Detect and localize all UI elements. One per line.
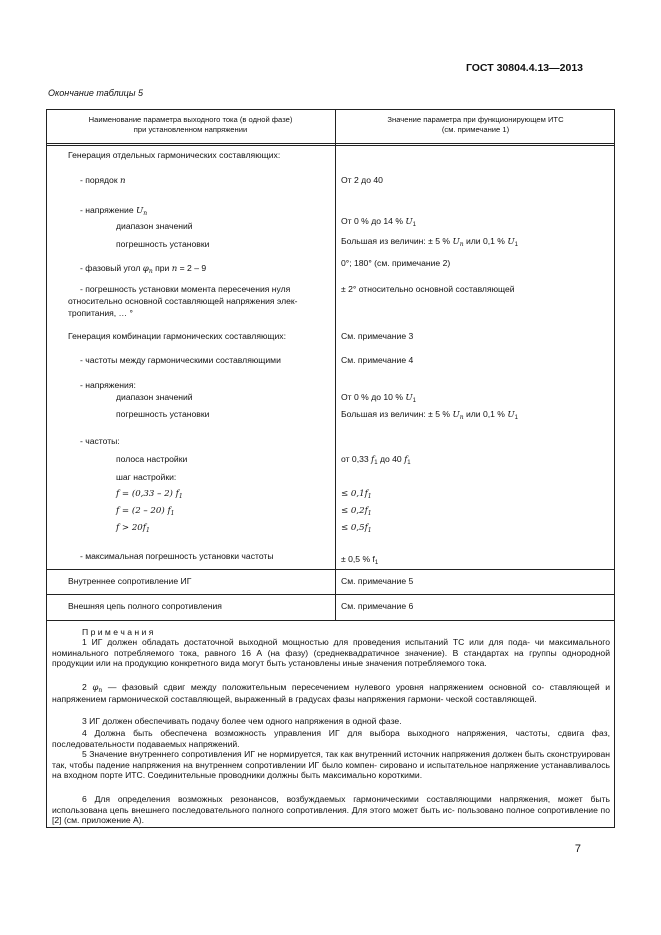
header-separator (46, 143, 615, 146)
note-2: 2 $\varphi_n$ — фазовый сдвиг между положительным пересечением нулевого уровня напряжением основной со- ставляющей и напряжением гармонической составляющей, выраженный в градусах фазы напряжения гармони- ческой составляющей. (52, 682, 611, 704)
val-internal-resistance: См. примечание 5 (341, 576, 414, 586)
row-setting-error: погрешность установки (116, 239, 210, 249)
val-tuning-band: от 0,33 $f_1$ до 40 $f_1$ (341, 454, 411, 466)
col2-header: Значение параметра при функционирующем ИТС (см. примечание 1) (387, 115, 564, 135)
row-voltage: - напряжение $U_n$ (80, 205, 148, 217)
row-separator (46, 594, 615, 595)
row-step-range-3: $f > 20f_1$ (116, 523, 150, 534)
val-external-impedance: См. примечание 6 (341, 601, 414, 611)
val-setting-error: Большая из величин: ± 5 % $U_n$ или 0,1 % $U_1$ (341, 236, 518, 248)
val-harmonic-combination: См. примечание 3 (341, 331, 414, 341)
val-step-range-3: ≤ $0,5f_1$ (341, 523, 372, 534)
val-value-range: От 0 % до 14 % $U_1$ (341, 216, 416, 228)
val-voltage-error: Большая из величин: ± 5 % $U_n$ или 0,1 % $U_1$ (341, 409, 518, 421)
row-step-range-2: f = (2 – 20) $f_1$ (116, 506, 175, 517)
row-voltages: - напряжения: (80, 380, 136, 390)
val-step-range-1: ≤ $0,1f_1$ (341, 489, 372, 500)
note-5: 5 Значение внутреннего сопротивления ИГ не нормируется, так как внутренний источник напряжения должен быть сконструирован так, чтобы падение напряжения на внутреннем сопротивлении ИГ было компен- сировано и испытательное напряжение устанавливалось на входном порте ИТС. Соединительные проводники должны быть максимально короткими. (52, 749, 610, 781)
val-phase-angle: 0°; 180° (см. примечание 2) (341, 258, 451, 268)
row-order: - порядок n (80, 175, 126, 186)
val-order: От 2 до 40 (341, 175, 383, 185)
note-6: 6 Для определения возможных резонансов, возбуждаемых гармоническими составляющими напряжения, может быть использована цепь внешнего последовательного полного сопротивления. Для этого может быть ис- пользовано полное сопротивление по [2] (см. приложение А). (52, 794, 610, 826)
note-3: 3 ИГ должен обеспечивать подачу более чем одного напряжения в одной фазе. (82, 716, 402, 726)
standard-number: ГОСТ 30804.4.13—2013 (465, 62, 583, 74)
row-value-range: диапазон значений (116, 221, 193, 231)
row-zero-crossing-l2: относительно основной составляющей напряжения элек- (68, 296, 298, 306)
row-tuning-step: шаг настройки: (116, 472, 177, 482)
page-number: 7 (574, 843, 581, 855)
table-caption: Окончание таблицы 5 (48, 88, 143, 98)
row-internal-resistance: Внутреннее сопротивление ИГ (68, 576, 192, 586)
row-harmonic-generation: Генерация отдельных гармонических составляющих: (68, 150, 281, 160)
row-zero-crossing-l3: тропитания, … ° (68, 308, 133, 318)
row-phase-angle: - фазовый угол $\varphi_n$ при n = 2 – 9 (80, 263, 207, 275)
notes-separator (46, 620, 615, 621)
row-voltage-error: погрешность установки (116, 409, 210, 419)
notes-title: П р и м е ч а н и я (82, 627, 154, 637)
row-external-impedance: Внешняя цепь полного сопротивления (68, 601, 222, 611)
col1-header: Наименование параметра выходного тока (в одной фазе) при установленном напряжении (88, 115, 293, 135)
row-harmonic-combination: Генерация комбинации гармонических составляющих: (68, 331, 286, 341)
val-step-range-2: ≤ $0,2f_1$ (341, 506, 372, 517)
row-step-range-1: f = (0,33 – 2) $f_1$ (116, 489, 183, 500)
row-frequencies: - частоты: (80, 436, 120, 446)
note-1: 1 ИГ должен обладать достаточной выходной мощностью для проведения испытаний ТС или для пода- чи максимального номинального потребляемого тока, равного 16 А (на фазу) (среднеквадратичное значение). В стандартах на группы однородной продукции или на продукцию конкретного вида могут быть установлены иные значения потребляемого тока. (52, 637, 610, 669)
val-zero-crossing: ± 2° относительно основной составляющей (341, 284, 515, 294)
row-frequencies-between: - частоты между гармоническими составляющими (80, 355, 281, 365)
val-voltage-range: От 0 % до 10 % $U_1$ (341, 392, 416, 404)
row-voltage-range: диапазон значений (116, 392, 193, 402)
note-4: 4 Должна быть обеспечена возможность управления ИГ для выбора выходного напряжения, частоты, сдвига фаз, последовательности подаваемых напряжений. (52, 728, 610, 749)
row-separator (46, 569, 615, 570)
column-divider (335, 109, 336, 620)
row-tuning-band: полоса настройки (116, 454, 188, 464)
val-max-frequency-error: ± 0,5 % $f_1$ (341, 554, 379, 566)
val-frequencies-between: См. примечание 4 (341, 355, 414, 365)
row-zero-crossing-l1: - погрешность установки момента пересечения нуля (80, 284, 291, 294)
row-max-frequency-error: - максимальная погрешность установки частоты (80, 551, 274, 561)
